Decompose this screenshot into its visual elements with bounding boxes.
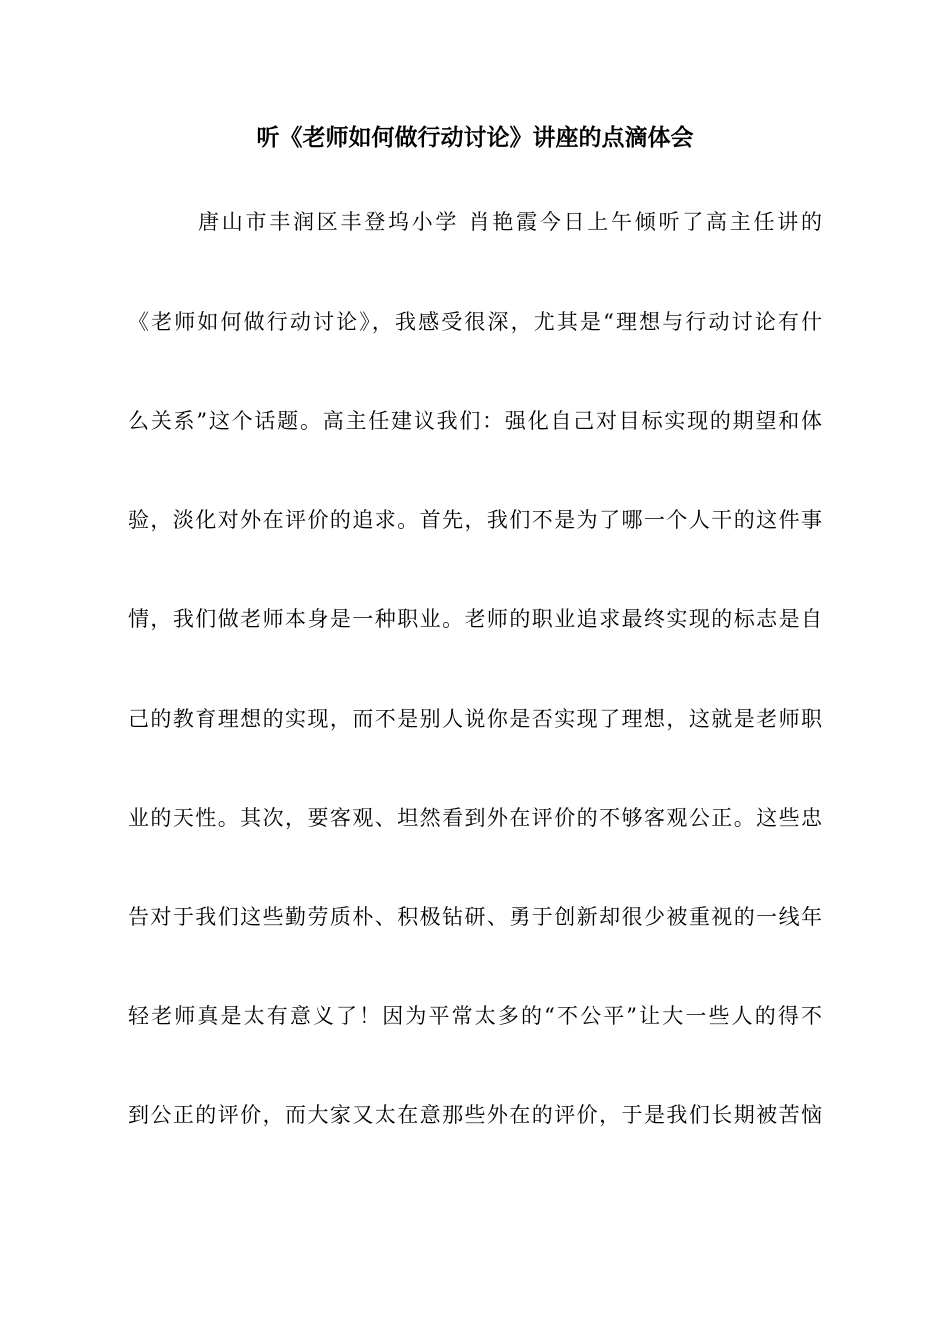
body-line: 《老师如何做行动讨论》，我感受很深，尤其是“理想与行动讨论有什: [128, 310, 822, 334]
body-line: 到公正的评价，而大家又太在意那些外在的评价，于是我们长期被苦恼: [128, 1103, 822, 1127]
body-line: 唐山市丰润区丰登坞小学 肖艳霞今日上午倾听了高主任讲的: [198, 210, 822, 234]
body-line: 情，我们做老师本身是一种职业。老师的职业追求最终实现的标志是自: [128, 607, 822, 631]
body-line: 业的天性。其次，要客观、坦然看到外在评价的不够客观公正。这些忠: [128, 806, 822, 830]
body-line: 告对于我们这些勤劳质朴、积极钻研、勇于创新却很少被重视的一线年: [128, 905, 822, 929]
body-line: 己的教育理想的实现，而不是别人说你是否实现了理想，这就是老师职: [128, 707, 822, 731]
document-title: 听《老师如何做行动讨论》讲座的点滴体会: [256, 125, 694, 151]
body-line: 轻老师真是太有意义了！因为平常太多的“不公平”让大一些人的得不: [128, 1004, 822, 1028]
body-line: 验，淡化对外在评价的追求。首先，我们不是为了哪一个人干的这件事: [128, 508, 822, 532]
body-line: 么关系”这个话题。高主任建议我们：强化自己对目标实现的期望和体: [128, 409, 822, 433]
